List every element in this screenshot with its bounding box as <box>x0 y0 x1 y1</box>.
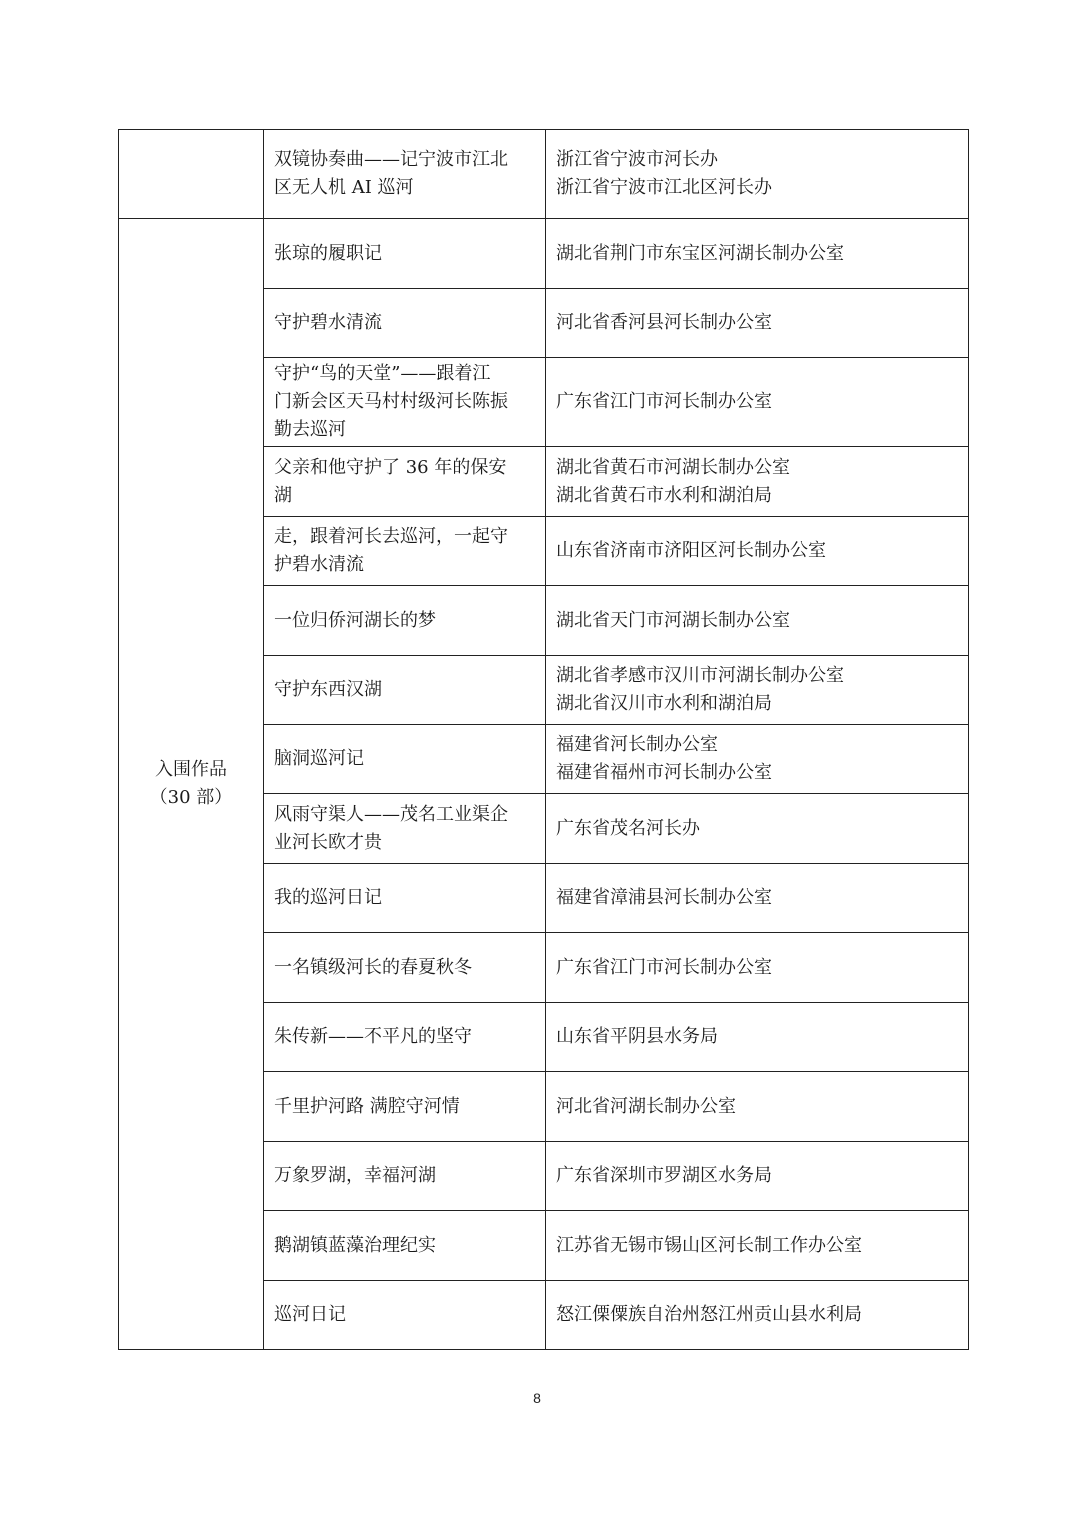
organization-cell <box>546 447 969 517</box>
awards-table-body <box>119 130 969 1350</box>
work-title-cell <box>264 1211 546 1281</box>
organization-cell <box>546 1281 969 1350</box>
organization-cell <box>546 1003 969 1072</box>
work-title-line: 区无人机 AI 巡河 <box>274 177 414 198</box>
work-title-line: 一名镇级河长的春夏秋冬 <box>274 956 472 978</box>
work-title-cell <box>264 586 546 656</box>
work-title-line: 勤去巡河 <box>274 419 346 440</box>
work-title-cell <box>264 725 546 794</box>
work-title-cell <box>264 656 546 725</box>
work-title-line: 业河长欧才贵 <box>274 831 382 853</box>
work-title-line: 我的巡河日记 <box>274 887 382 908</box>
organization-line: 山东省济南市济阳区河长制办公室 <box>556 540 826 561</box>
organization-cell <box>546 933 969 1003</box>
organization-line: 浙江省宁波市江北区河长办 <box>556 177 772 198</box>
work-title-line: 鹅湖镇蓝藻治理纪实 <box>274 1234 436 1256</box>
table-row <box>119 219 969 289</box>
work-title-cell <box>264 447 546 517</box>
work-title-line: 走，跟着河长去巡河，一起守 <box>274 526 508 547</box>
organization-cell <box>546 289 969 358</box>
table-row <box>119 130 969 219</box>
organization-line: 福建省河长制办公室 <box>556 734 718 755</box>
category-line: 入围作品 <box>155 759 227 780</box>
work-title-cell <box>264 933 546 1003</box>
work-title-line: 一位归侨河湖长的梦 <box>274 609 436 631</box>
organization-cell <box>546 864 969 933</box>
organization-line: 浙江省宁波市河长办 <box>556 149 718 170</box>
organization-cell <box>546 517 969 586</box>
organization-line: 广东省江门市河长制办公室 <box>556 956 772 978</box>
organization-line: 湖北省孝感市汉川市河湖长制办公室 <box>556 665 844 686</box>
organization-line: 湖北省荆门市东宝区河湖长制办公室 <box>556 242 844 264</box>
work-title-line: 守护东西汉湖 <box>274 679 382 700</box>
organization-line: 山东省平阴县水务局 <box>556 1026 718 1047</box>
work-title-cell <box>264 517 546 586</box>
organization-cell <box>546 586 969 656</box>
work-title-cell <box>264 1142 546 1211</box>
organization-line: 怒江傈僳族自治州怒江州贡山县水利局 <box>556 1304 862 1325</box>
work-title-line: 门新会区天马村村级河长陈振 <box>274 391 508 412</box>
work-title-line: 守护碧水清流 <box>274 312 382 333</box>
organization-line: 福建省漳浦县河长制办公室 <box>556 887 772 908</box>
work-title-line: 脑洞巡河记 <box>274 748 364 769</box>
organization-cell <box>546 725 969 794</box>
organization-line: 广东省深圳市罗湖区水务局 <box>556 1165 772 1186</box>
work-title-cell <box>264 794 546 864</box>
work-title-line: 朱传新——不平凡的坚守 <box>274 1026 472 1047</box>
category-cell <box>119 219 264 1350</box>
work-title-cell <box>264 219 546 289</box>
work-title-line: 风雨守渠人——茂名工业渠企 <box>274 803 508 825</box>
work-title-cell <box>264 358 546 447</box>
work-title-line: 巡河日记 <box>274 1304 346 1325</box>
work-title-cell <box>264 289 546 358</box>
category-line: （30 部） <box>149 787 233 808</box>
organization-line: 广东省茂名河长办 <box>556 817 700 839</box>
work-title-cell <box>264 864 546 933</box>
organization-cell <box>546 130 969 219</box>
page-number: 8 <box>533 1390 541 1406</box>
awards-table <box>118 129 969 1350</box>
work-title-line: 万象罗湖，幸福河湖 <box>274 1165 436 1186</box>
organization-line: 河北省河湖长制办公室 <box>556 1095 736 1117</box>
work-title-line: 张琼的履职记 <box>274 242 382 264</box>
organization-cell <box>546 1072 969 1142</box>
organization-cell <box>546 219 969 289</box>
work-title-line: 双镜协奏曲——记宁波市江北 <box>274 149 508 170</box>
organization-line: 湖北省黄石市河湖长制办公室 <box>556 456 790 478</box>
organization-cell <box>546 1142 969 1211</box>
organization-cell <box>546 1211 969 1281</box>
work-title-cell <box>264 130 546 219</box>
work-title-line: 父亲和他守护了 36 年的保安 <box>274 456 507 478</box>
organization-line: 广东省江门市河长制办公室 <box>556 391 772 412</box>
work-title-line: 护碧水清流 <box>274 554 364 575</box>
work-title-cell <box>264 1281 546 1350</box>
work-title-line: 守护“鸟的天堂”——跟着江 <box>274 363 491 384</box>
organization-cell <box>546 656 969 725</box>
organization-line: 湖北省天门市河湖长制办公室 <box>556 609 790 631</box>
work-title-line: 湖 <box>274 484 292 506</box>
work-title-cell <box>264 1072 546 1142</box>
organization-line: 江苏省无锡市锡山区河长制工作办公室 <box>556 1234 862 1256</box>
category-cell-empty <box>119 130 264 219</box>
organization-line: 河北省香河县河长制办公室 <box>556 312 772 333</box>
organization-cell <box>546 794 969 864</box>
organization-cell <box>546 358 969 447</box>
organization-line: 福建省福州市河长制办公室 <box>556 762 772 783</box>
organization-line: 湖北省汉川市水利和湖泊局 <box>556 693 772 714</box>
organization-line: 湖北省黄石市水利和湖泊局 <box>556 484 772 506</box>
work-title-line: 千里护河路 满腔守河情 <box>274 1095 460 1117</box>
work-title-cell <box>264 1003 546 1072</box>
